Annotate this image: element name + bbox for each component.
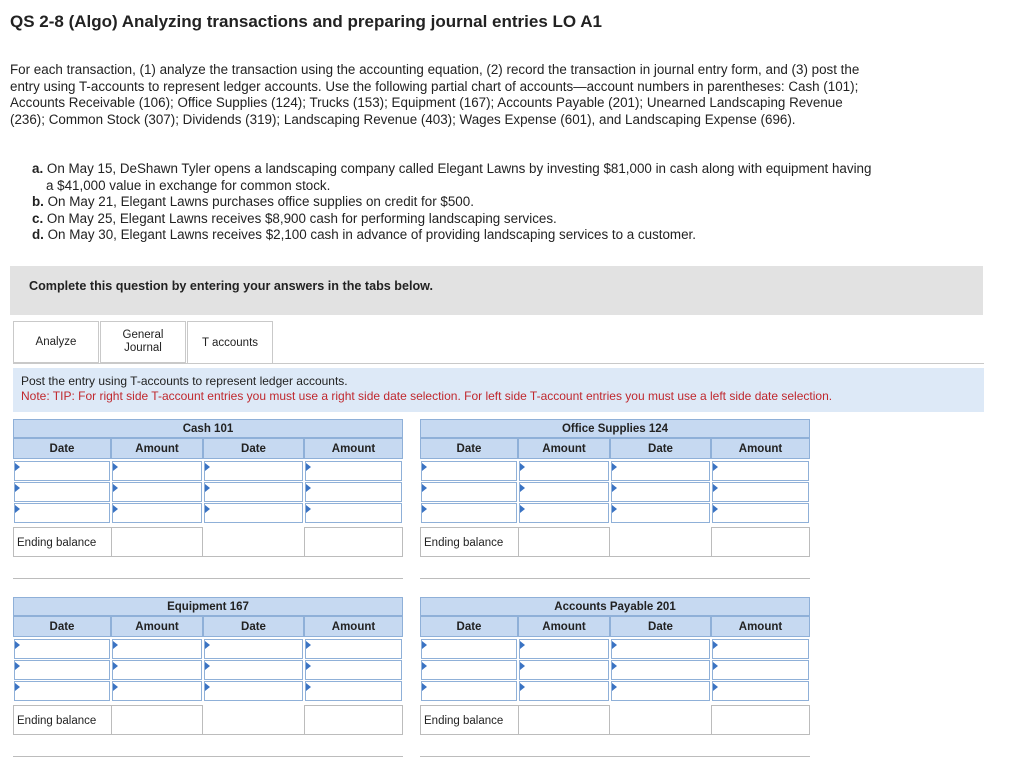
t-account-bottom-rule bbox=[420, 735, 810, 757]
debit-date-header: Date bbox=[420, 616, 518, 637]
tab-general-journal[interactable]: General Journal bbox=[100, 321, 186, 363]
credit-amount-header: Amount bbox=[304, 438, 403, 459]
credit-date-header: Date bbox=[610, 616, 711, 637]
credit-date-select[interactable] bbox=[611, 639, 710, 659]
debit-date-select[interactable] bbox=[421, 461, 517, 481]
transaction-item-c: c. On May 25, Elegant Lawns receives $8,900 cash for performing landscaping services. bbox=[32, 210, 557, 226]
ending-balance-label: Ending balance bbox=[420, 705, 518, 735]
transaction-item-d: d. On May 30, Elegant Lawns receives $2,100 cash in advance of providing landscaping services to a customer. bbox=[32, 227, 696, 243]
debit-date-header: Date bbox=[13, 438, 111, 459]
debit-amount-input[interactable] bbox=[519, 461, 609, 481]
debit-amount-header: Amount bbox=[111, 616, 203, 637]
credit-ending-balance-input[interactable] bbox=[711, 705, 810, 735]
credit-amount-input[interactable] bbox=[305, 660, 402, 680]
debit-amount-header: Amount bbox=[518, 616, 610, 637]
transaction-item-a: a. On May 15, DeShawn Tyler opens a landscaping company called Elegant Lawns by investing $81,000 in cash along with equipment having a $41,000 value in exchange for common stock. bbox=[32, 161, 872, 193]
ending-balance-spacer bbox=[203, 527, 304, 557]
t-account-office-supplies-124 bbox=[420, 419, 810, 574]
ending-balance-label: Ending balance bbox=[13, 527, 111, 557]
debit-date-select[interactable] bbox=[14, 503, 110, 523]
credit-amount-input[interactable] bbox=[305, 639, 402, 659]
debit-amount-header: Amount bbox=[111, 438, 203, 459]
debit-amount-input[interactable] bbox=[112, 461, 202, 481]
tab-divider bbox=[13, 363, 984, 364]
tab-analyze[interactable]: Analyze bbox=[13, 321, 99, 363]
credit-ending-balance-input[interactable] bbox=[304, 705, 403, 735]
t-account-bottom-rule bbox=[420, 557, 810, 579]
t-account-cash-101 bbox=[13, 419, 403, 574]
credit-date-header: Date bbox=[610, 438, 711, 459]
credit-amount-input[interactable] bbox=[712, 639, 809, 659]
credit-amount-input[interactable] bbox=[712, 461, 809, 481]
credit-date-header: Date bbox=[203, 616, 304, 637]
debit-amount-input[interactable] bbox=[112, 660, 202, 680]
credit-date-select[interactable] bbox=[611, 482, 710, 502]
debit-date-select[interactable] bbox=[421, 503, 517, 523]
credit-date-select[interactable] bbox=[204, 503, 303, 523]
credit-date-select[interactable] bbox=[204, 461, 303, 481]
credit-amount-input[interactable] bbox=[712, 660, 809, 680]
debit-date-header: Date bbox=[13, 616, 111, 637]
ending-balance-label: Ending balance bbox=[420, 527, 518, 557]
page-title: QS 2-8 (Algo) Analyzing transactions and preparing journal entries LO A1 bbox=[10, 12, 602, 31]
credit-date-select[interactable] bbox=[611, 681, 710, 701]
t-account-title: Accounts Payable 201 bbox=[420, 597, 810, 616]
credit-amount-header: Amount bbox=[711, 438, 810, 459]
credit-ending-balance-input[interactable] bbox=[711, 527, 810, 557]
debit-date-select[interactable] bbox=[14, 461, 110, 481]
instructions-text: For each transaction, (1) analyze the transaction using the accounting equation, (2) record the transaction in journal entry form, and (3) post the entry using T-accounts to represent ledger accounts. Use the following partial chart of accounts—account numbers in parentheses: Cash (101); Accounts Receivable (106); Office Supplies (124); Trucks (153); Equipment (167); Accounts Payable (201); Unearned Landscaping Revenue (236); Common Stock (307); Dividends (319); Landscaping Revenue (403); Wages Expense (601), and Landscaping Expense (696). bbox=[10, 62, 860, 127]
debit-amount-input[interactable] bbox=[519, 482, 609, 502]
t-account-title: Cash 101 bbox=[13, 419, 403, 438]
t-account-equipment-167 bbox=[13, 597, 403, 752]
debit-ending-balance-input[interactable] bbox=[518, 705, 610, 735]
credit-date-select[interactable] bbox=[611, 503, 710, 523]
debit-date-select[interactable] bbox=[421, 482, 517, 502]
banner-text: Complete this question by entering your answers in the tabs below. bbox=[29, 279, 433, 293]
credit-date-header: Date bbox=[203, 438, 304, 459]
note-tip: Note: TIP: For right side T-account entries you must use a right side date selection. For left side T-account entries you must use a left side date selection. bbox=[21, 389, 833, 403]
credit-date-select[interactable] bbox=[204, 639, 303, 659]
debit-ending-balance-input[interactable] bbox=[518, 527, 610, 557]
t-account-bottom-rule bbox=[13, 735, 403, 757]
debit-date-select[interactable] bbox=[421, 660, 517, 680]
debit-amount-input[interactable] bbox=[112, 639, 202, 659]
ending-balance-spacer bbox=[610, 527, 711, 557]
instruction-banner bbox=[10, 266, 983, 315]
debit-amount-input[interactable] bbox=[519, 639, 609, 659]
t-account-accounts-payable-201 bbox=[420, 597, 810, 752]
credit-amount-header: Amount bbox=[304, 616, 403, 637]
debit-date-header: Date bbox=[420, 438, 518, 459]
credit-amount-input[interactable] bbox=[305, 461, 402, 481]
t-account-title: Equipment 167 bbox=[13, 597, 403, 616]
debit-date-select[interactable] bbox=[14, 660, 110, 680]
debit-date-select[interactable] bbox=[14, 639, 110, 659]
debit-amount-input[interactable] bbox=[519, 660, 609, 680]
credit-ending-balance-input[interactable] bbox=[304, 527, 403, 557]
debit-amount-input[interactable] bbox=[519, 503, 609, 523]
debit-date-select[interactable] bbox=[14, 681, 110, 701]
credit-date-select[interactable] bbox=[611, 660, 710, 680]
credit-date-select[interactable] bbox=[611, 461, 710, 481]
t-account-title: Office Supplies 124 bbox=[420, 419, 810, 438]
debit-amount-header: Amount bbox=[518, 438, 610, 459]
credit-amount-input[interactable] bbox=[712, 482, 809, 502]
note-line-1: Post the entry using T-accounts to represent ledger accounts. bbox=[21, 374, 348, 388]
credit-amount-input[interactable] bbox=[305, 482, 402, 502]
credit-amount-input[interactable] bbox=[712, 503, 809, 523]
credit-amount-input[interactable] bbox=[305, 503, 402, 523]
debit-ending-balance-input[interactable] bbox=[111, 705, 203, 735]
debit-date-select[interactable] bbox=[421, 639, 517, 659]
debit-ending-balance-input[interactable] bbox=[111, 527, 203, 557]
ending-balance-spacer bbox=[203, 705, 304, 735]
credit-amount-header: Amount bbox=[711, 616, 810, 637]
credit-date-select[interactable] bbox=[204, 660, 303, 680]
ending-balance-spacer bbox=[610, 705, 711, 735]
debit-amount-input[interactable] bbox=[112, 681, 202, 701]
transaction-list bbox=[32, 161, 882, 244]
credit-amount-input[interactable] bbox=[305, 681, 402, 701]
debit-date-select[interactable] bbox=[14, 482, 110, 502]
debit-amount-input[interactable] bbox=[519, 681, 609, 701]
ending-balance-label: Ending balance bbox=[13, 705, 111, 735]
instruction-note bbox=[13, 368, 984, 412]
debit-date-select[interactable] bbox=[421, 681, 517, 701]
credit-date-select[interactable] bbox=[204, 681, 303, 701]
debit-amount-input[interactable] bbox=[112, 482, 202, 502]
transaction-item-b: b. On May 21, Elegant Lawns purchases office supplies on credit for $500. bbox=[32, 194, 474, 210]
credit-date-select[interactable] bbox=[204, 482, 303, 502]
debit-amount-input[interactable] bbox=[112, 503, 202, 523]
t-account-bottom-rule bbox=[13, 557, 403, 579]
tab-t-accounts[interactable]: T accounts bbox=[187, 321, 273, 364]
credit-amount-input[interactable] bbox=[712, 681, 809, 701]
